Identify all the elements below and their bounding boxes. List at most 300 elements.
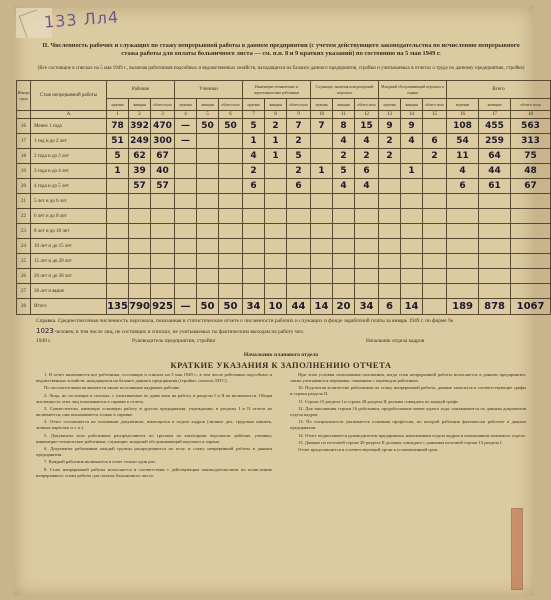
cell-value	[265, 209, 287, 224]
cell-value	[219, 269, 243, 284]
row-label: 4 года и до 5 лет	[31, 179, 107, 194]
cell-value	[151, 224, 175, 239]
cell-value	[287, 209, 311, 224]
table-row	[17, 119, 551, 134]
cell-value: 6	[287, 179, 311, 194]
cell-value: 2	[287, 164, 311, 179]
cell-value	[197, 224, 219, 239]
cell-value	[107, 239, 129, 254]
cell-value	[151, 269, 175, 284]
instruction-paragraph: 12. Для заполнения строки 16 работники, проработавшие менее одного года, показываются по данным документов отдела кадров.	[290, 406, 526, 417]
cell-value	[107, 284, 129, 299]
reference-note-line2-text: человек; в том числе лиц, не состоящих в списках, не учитываемых по фактическим выходам на работу	[55, 329, 294, 335]
cell-value	[287, 284, 311, 299]
cell-value	[355, 239, 379, 254]
instructions-title: КРАТКИЕ УКАЗАНИЯ К ЗАПОЛНЕНИЮ ОТЧЕТА	[170, 360, 392, 370]
cell-value: 6	[447, 179, 479, 194]
cell-value: 563	[511, 119, 551, 134]
table-row	[17, 284, 551, 299]
row-number: 27	[17, 284, 31, 299]
cell-value: 44	[287, 299, 311, 315]
cell-value	[401, 284, 423, 299]
cell-value: 108	[447, 119, 479, 134]
cell-value: 10	[265, 299, 287, 315]
cell-value	[265, 284, 287, 299]
sub-header-total-both: обоего пола	[511, 99, 551, 111]
cell-value	[479, 239, 511, 254]
cell-value: 14	[311, 299, 333, 315]
column-number: 17	[479, 111, 511, 119]
cell-value	[311, 254, 333, 269]
cell-value	[129, 284, 151, 299]
column-number: 11	[333, 111, 355, 119]
cell-value: 455	[479, 119, 511, 134]
column-number: 15	[423, 111, 447, 119]
row-number: 19	[17, 164, 31, 179]
cell-value	[243, 209, 265, 224]
cell-value	[379, 284, 401, 299]
row-number: 22	[17, 209, 31, 224]
reference-note-line2	[36, 328, 526, 336]
cell-value	[175, 269, 197, 284]
cell-value: —	[175, 134, 197, 149]
table-row	[17, 149, 551, 164]
row-label: 15 лет и до 20 лет	[31, 254, 107, 269]
cell-value	[423, 224, 447, 239]
column-number: 1	[107, 111, 129, 119]
cell-value: 4	[401, 134, 423, 149]
row-label: 20 лет и до 30 лет	[31, 269, 107, 284]
cell-value: 64	[479, 149, 511, 164]
cell-value: 50	[197, 299, 219, 315]
cell-value	[243, 224, 265, 239]
cell-value	[197, 149, 219, 164]
cell-value: 2	[265, 119, 287, 134]
instruction-paragraph: 5. Документы всех работников распределяются по группам по категориям персонала: рабочие, ученики, инженерно-технические работники, служащие, младший обслуживающий персонал и охрана.	[36, 432, 272, 444]
signature-director: Руководитель предприятия, стройки	[132, 338, 216, 344]
table-row	[17, 134, 551, 149]
cell-value	[311, 224, 333, 239]
header-engineers: Инженерно-технические и агротехнические работники	[243, 81, 311, 99]
cell-value: 6	[355, 164, 379, 179]
cell-value	[197, 134, 219, 149]
cell-value	[333, 239, 355, 254]
cell-value: 40	[151, 164, 175, 179]
column-number: 10	[311, 111, 333, 119]
cell-value: —	[175, 299, 197, 315]
cell-value	[107, 269, 129, 284]
reference-note	[36, 318, 526, 325]
row-number: 20	[17, 179, 31, 194]
cell-value	[265, 269, 287, 284]
cell-value	[219, 149, 243, 164]
cell-value	[243, 239, 265, 254]
cell-value: 925	[151, 299, 175, 315]
cell-value	[243, 194, 265, 209]
cell-value	[423, 194, 447, 209]
sub-header-men: мужчин	[243, 99, 265, 111]
column-number: 12	[355, 111, 379, 119]
row-label: 10 лет и до 15 лет	[31, 239, 107, 254]
cell-value	[107, 224, 129, 239]
cell-value: 6	[243, 179, 265, 194]
cell-value	[423, 209, 447, 224]
cell-value	[333, 224, 355, 239]
cell-value: 135	[107, 299, 129, 315]
cell-value: 9	[401, 119, 423, 134]
cell-value: 1067	[511, 299, 551, 315]
cell-value	[447, 239, 479, 254]
handwritten-average-headcount: 1023	[36, 327, 54, 335]
instruction-paragraph: 14. Отчет подписывается руководителем предприятия, начальником отдела кадров и начальником планового отдела.	[298, 432, 526, 438]
cell-value: 5	[287, 149, 311, 164]
cell-value: 9	[379, 119, 401, 134]
row-label: 6 лет и до 8 лет	[31, 209, 107, 224]
cell-value	[243, 254, 265, 269]
header-apprentices: Ученики	[175, 81, 243, 99]
column-number: 8	[265, 111, 287, 119]
cell-value	[447, 254, 479, 269]
table-row	[17, 179, 551, 194]
sub-header-women: женщин	[197, 99, 219, 111]
instruction-paragraph: 15. Данные по итоговой строке 28 раздела II должны совпадать с данными итоговой строки 15 раздела I.	[298, 440, 503, 446]
cell-value	[311, 179, 333, 194]
cell-value	[479, 194, 511, 209]
cell-value: 878	[479, 299, 511, 315]
cell-value	[401, 194, 423, 209]
cell-value: 61	[479, 179, 511, 194]
cell-value	[151, 194, 175, 209]
cell-value	[423, 164, 447, 179]
cell-value	[197, 164, 219, 179]
header-service-staff: Младший обслуживающий персонал и охрана	[379, 81, 447, 99]
instruction-paragraph: 7. Каждый работник включается в отчет только один раз.	[44, 459, 156, 465]
cell-value	[479, 224, 511, 239]
cell-value	[107, 179, 129, 194]
signature-planning-head: Начальник планового отдела	[243, 352, 319, 358]
cell-value	[355, 284, 379, 299]
cell-value	[479, 284, 511, 299]
cell-value	[219, 239, 243, 254]
cell-value	[265, 224, 287, 239]
header-seniority: Стаж непрерывной работы	[31, 81, 107, 111]
table-row	[17, 269, 551, 284]
column-number: 5	[197, 111, 219, 119]
cell-value	[175, 239, 197, 254]
column-number: 14	[401, 111, 423, 119]
cell-value	[447, 194, 479, 209]
header-workers: Рабочие	[107, 81, 175, 99]
cell-value	[219, 254, 243, 269]
table-row	[17, 164, 551, 179]
cell-value	[151, 254, 175, 269]
cell-value	[401, 239, 423, 254]
cell-value	[423, 269, 447, 284]
column-number: 13	[379, 111, 401, 119]
cell-value: 2	[333, 149, 355, 164]
cell-value	[287, 224, 311, 239]
cell-value	[287, 269, 311, 284]
cell-value	[219, 194, 243, 209]
cell-value	[333, 209, 355, 224]
instruction-paragraph: 8. Стаж непрерывной работы исчисляется в соответствии с действующим законодательством по исчислению непрерывного стажа работы для оплаты больничного листа.	[36, 466, 272, 478]
cell-value: 44	[479, 164, 511, 179]
cell-value: 20	[333, 299, 355, 315]
cell-value	[175, 284, 197, 299]
cell-value: 50	[219, 119, 243, 134]
cell-value	[333, 269, 355, 284]
cell-value	[129, 194, 151, 209]
cell-value	[107, 254, 129, 269]
cell-value	[311, 269, 333, 284]
cell-value	[287, 239, 311, 254]
cell-value	[401, 179, 423, 194]
cell-value: 4	[243, 149, 265, 164]
cell-value	[197, 209, 219, 224]
cell-value	[175, 164, 197, 179]
cell-value: 1	[107, 164, 129, 179]
instruction-paragraph: При этом условия пользования положения, когда стаж непрерывной работы исчисляется в данном предприятии, также учитываются перерывы, связанные с переводом работника.	[290, 372, 526, 383]
cell-value: 50	[219, 299, 243, 315]
cell-value: 11	[447, 149, 479, 164]
cell-value	[479, 254, 511, 269]
cell-value	[423, 299, 447, 315]
cell-value	[355, 254, 379, 269]
cell-value	[401, 269, 423, 284]
cell-value	[423, 179, 447, 194]
sub-header-men: мужчин	[107, 99, 129, 111]
table-row	[17, 254, 551, 269]
cell-value: 7	[311, 119, 333, 134]
row-label: 1 год и до 2 лет	[31, 134, 107, 149]
cell-value: 57	[151, 179, 175, 194]
cell-value	[219, 284, 243, 299]
column-number: A	[31, 111, 107, 119]
cell-value: 4	[333, 179, 355, 194]
column-number: 18	[511, 111, 551, 119]
cell-value: 470	[151, 119, 175, 134]
cell-value	[219, 164, 243, 179]
cell-value	[479, 269, 511, 284]
cell-value	[129, 209, 151, 224]
sub-header-women: женщин	[129, 99, 151, 111]
cell-value	[287, 194, 311, 209]
cell-value: 34	[355, 299, 379, 315]
cell-value: 259	[479, 134, 511, 149]
cell-value	[311, 194, 333, 209]
table-body	[17, 119, 551, 315]
instruction-paragraph: 3. Совместители, имеющие основную работу в другом предприятии, учреждении, в разделы I и II отчета не включаются; они показываются только в справке.	[36, 406, 272, 417]
cell-value: 6	[423, 134, 447, 149]
cell-value: 2	[355, 149, 379, 164]
row-number: 21	[17, 194, 31, 209]
cell-value	[379, 179, 401, 194]
cell-value	[197, 254, 219, 269]
cell-value: 5	[107, 149, 129, 164]
sub-header-both: обоего пола	[287, 99, 311, 111]
column-number-row	[17, 111, 551, 119]
header-row-number: Номера строк	[17, 81, 31, 111]
cell-value	[479, 209, 511, 224]
cell-value	[219, 134, 243, 149]
signature-hr-head: Начальник отдела кадров	[366, 338, 425, 344]
cell-value: 54	[447, 134, 479, 149]
cell-value	[265, 194, 287, 209]
cell-value	[219, 224, 243, 239]
cell-value	[243, 284, 265, 299]
sub-header-women: женщин	[333, 99, 355, 111]
cell-value	[287, 254, 311, 269]
cell-value	[265, 179, 287, 194]
cell-value	[511, 284, 551, 299]
table-row	[17, 224, 551, 239]
cell-value	[219, 179, 243, 194]
row-label: Менее 1 года	[31, 119, 107, 134]
cell-value	[175, 194, 197, 209]
cell-value	[511, 269, 551, 284]
cell-value: 2	[243, 164, 265, 179]
cell-value: 5	[243, 119, 265, 134]
cell-value: 2	[423, 149, 447, 164]
cell-value	[151, 239, 175, 254]
cell-value	[311, 134, 333, 149]
cell-value: —	[175, 119, 197, 134]
sub-header-men: мужчин	[311, 99, 333, 111]
row-label: 2 года и до 3 лет	[31, 149, 107, 164]
cell-value: 300	[151, 134, 175, 149]
cell-value	[243, 269, 265, 284]
cell-value	[401, 224, 423, 239]
row-number: 28	[17, 299, 31, 315]
cell-value: 67	[151, 149, 175, 164]
cell-value: 392	[129, 119, 151, 134]
cell-value	[511, 254, 551, 269]
sub-header-women: женщин	[265, 99, 287, 111]
total-row	[17, 299, 551, 315]
table-row	[17, 239, 551, 254]
row-number: 25	[17, 254, 31, 269]
instruction-paragraph: 2. Лица, не состоящие в списках, с учитываемые по дням явок на работу, в разделы I и II не включаются. Общая численность этих лиц показывается в справке к отчету.	[36, 392, 272, 404]
column-number: 9	[287, 111, 311, 119]
instruction-paragraph: 1. В отчет включаются все работники, состоящие в списках на 5 мая 1949 г., в том числе работники подсобных и ведомственных хозяйств, находящихся на балансе данного предприятия (стройки, совхоза, МТС).	[36, 372, 272, 383]
cell-value	[129, 254, 151, 269]
sub-header-both: обоего пола	[423, 99, 447, 111]
row-number: 23	[17, 224, 31, 239]
column-number: 16	[447, 111, 479, 119]
column-number: 7	[243, 111, 265, 119]
cell-value	[355, 194, 379, 209]
cell-value	[401, 149, 423, 164]
cell-value	[379, 239, 401, 254]
cell-value	[379, 269, 401, 284]
archive-stamp	[511, 508, 523, 590]
cell-value	[355, 209, 379, 224]
cell-value	[265, 164, 287, 179]
sub-header-both: обоего пола	[151, 99, 175, 111]
instruction-paragraph: 11. Строка 15 раздела I и строка 28 раздела II должны совпадать по каждой графе.	[298, 398, 459, 404]
cell-value	[447, 284, 479, 299]
cell-value	[311, 284, 333, 299]
cell-value	[107, 194, 129, 209]
cell-value: 50	[197, 119, 219, 134]
sub-header-men: мужчин	[379, 99, 401, 111]
cell-value	[129, 224, 151, 239]
column-number: 3	[151, 111, 175, 119]
cell-value	[379, 224, 401, 239]
cell-value: 15	[355, 119, 379, 134]
cell-value	[175, 254, 197, 269]
cell-value	[175, 149, 197, 164]
cell-value: 78	[107, 119, 129, 134]
cell-value	[511, 239, 551, 254]
cell-value	[511, 209, 551, 224]
cell-value	[265, 254, 287, 269]
cell-value: 57	[129, 179, 151, 194]
cell-value	[423, 239, 447, 254]
cell-value: 48	[511, 164, 551, 179]
cell-value	[447, 209, 479, 224]
cell-value	[333, 254, 355, 269]
cell-value: 4	[355, 134, 379, 149]
sub-header-total-women: женщин	[479, 99, 511, 111]
cell-value	[151, 209, 175, 224]
cell-value	[401, 254, 423, 269]
sub-header-both: обоего пола	[355, 99, 379, 111]
row-number: 24	[17, 239, 31, 254]
cell-value: 1	[265, 134, 287, 149]
row-number: 16	[17, 119, 31, 134]
cell-value: 8	[333, 119, 355, 134]
table-row	[17, 194, 551, 209]
cell-value: 189	[447, 299, 479, 315]
cell-value	[355, 269, 379, 284]
cell-value: 1	[401, 164, 423, 179]
instruction-paragraph: 6. Документы работников каждой группы распределяются по полу и стажу непрерывной работы в данном предприятии.	[36, 445, 272, 457]
cell-value: 790	[129, 299, 151, 315]
cell-value	[379, 164, 401, 179]
sub-header-total-men: мужчин	[447, 99, 479, 111]
cell-value: 62	[129, 149, 151, 164]
row-label: Итого	[31, 299, 107, 315]
cell-value	[197, 239, 219, 254]
cell-value: 39	[129, 164, 151, 179]
row-label: 8 лет и до 10 лет	[31, 224, 107, 239]
cell-value: 1	[243, 134, 265, 149]
cell-value	[311, 149, 333, 164]
signature-date: 1949 г.	[36, 338, 52, 344]
cell-value: 6	[379, 299, 401, 315]
cell-value	[379, 194, 401, 209]
row-number: 17	[17, 134, 31, 149]
cell-value	[175, 224, 197, 239]
cell-value	[447, 224, 479, 239]
cell-value	[511, 224, 551, 239]
cell-value	[129, 239, 151, 254]
cell-value: 2	[287, 134, 311, 149]
cell-value: 5	[333, 164, 355, 179]
cell-value: 14	[401, 299, 423, 315]
cell-value	[333, 194, 355, 209]
cell-value: 313	[511, 134, 551, 149]
reference-note-line2-end: чел.	[294, 329, 304, 335]
cell-value	[423, 119, 447, 134]
cell-value	[355, 224, 379, 239]
staff-table	[16, 80, 551, 315]
cell-value: 1	[265, 149, 287, 164]
column-number	[17, 111, 31, 119]
cell-value	[219, 209, 243, 224]
cell-value: 4	[447, 164, 479, 179]
